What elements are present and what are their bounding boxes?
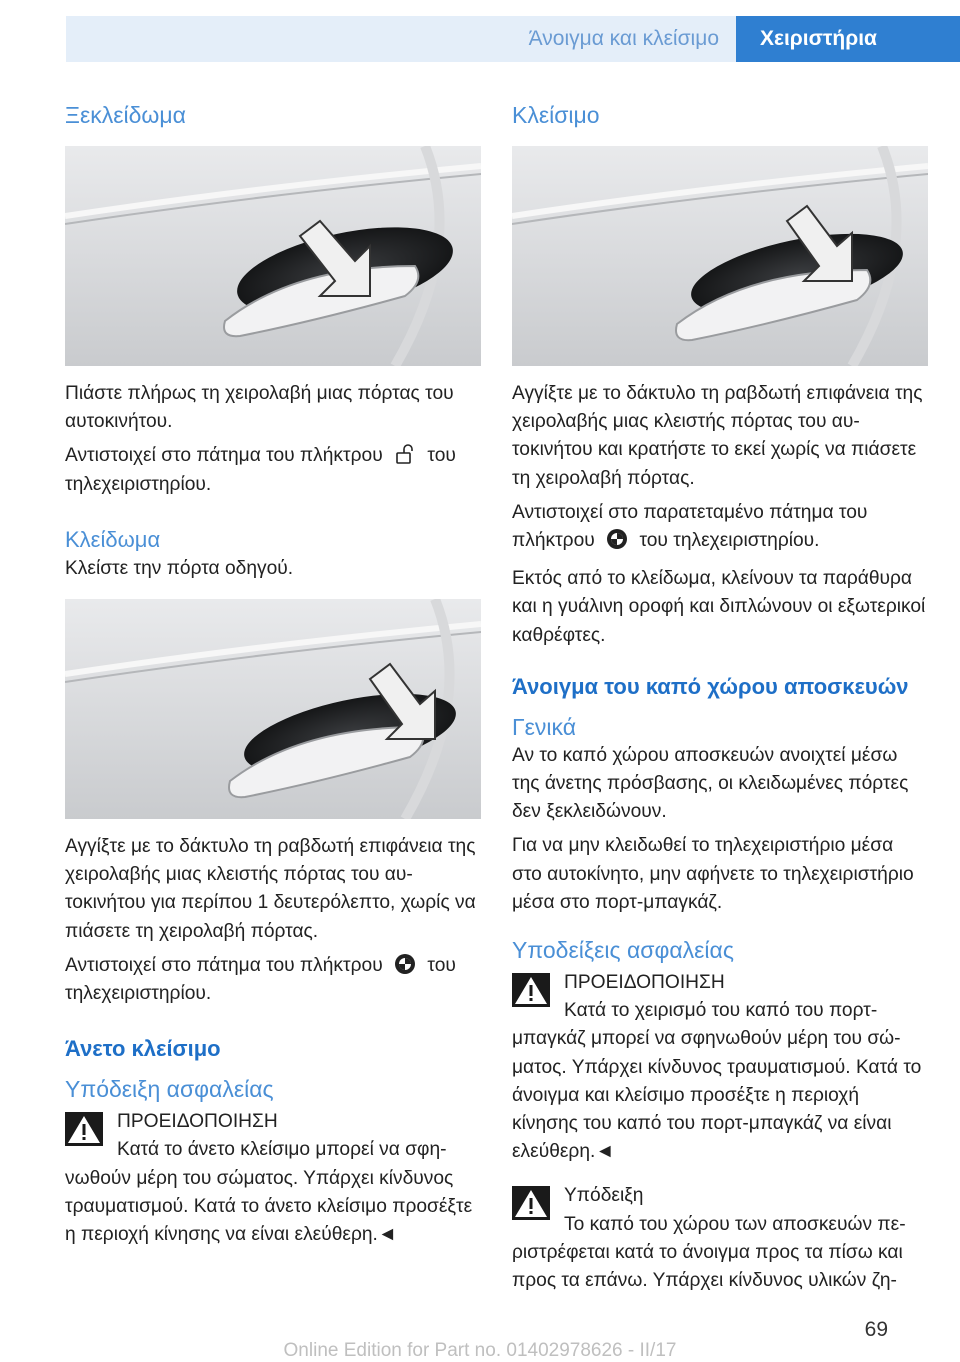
warning-block-1	[512, 969, 928, 1166]
warning-label: ΠΡΟΕΙΔΟΠΟΙΗΣΗ	[564, 972, 725, 994]
close-text-1: Αγγίξτε με το δάκτυλο τη ραβδωτή επιφάνεια της χειρολαβής μιας κλειστής πόρτας του αυτοκινήτου και κρατήστε το εκεί χωρίς να πιάσετε τη χειρολαβή πόρτας.	[512, 383, 923, 489]
general-text-1: Αν το καπό χώρου αποσκευών ανοιχτεί μέσω της άνετης πρόσβασης, οι κλειδωμένες πόρτες δεν ξεκλειδώνουν.	[512, 744, 909, 823]
safety-notes-heading: Υποδείξεις ασφαλείας	[512, 937, 734, 964]
page-number: 69	[864, 1318, 888, 1341]
unlock-text-2: Αντιστοιχεί στο πάτημα του πλήκτρου του τηλεχειριστηρίου.	[65, 445, 456, 495]
unlock-key-icon	[394, 443, 416, 465]
safety-note-heading: Υπόδειξη ασφαλείας	[65, 1076, 274, 1103]
warning-block	[65, 1108, 481, 1249]
door-handle-lock-photo	[65, 599, 481, 819]
warning-triangle-icon	[65, 1112, 103, 1146]
lock-text-2: Αγγίξτε με το δάκτυλο τη ραβδωτή επιφάνεια της χειρολαβής μιας κλειστής πόρτας του αυτοκινήτου για περίπου 1 δευτερόλεπτο, χωρίς να πιάσετε τη χειρολαβή πόρτας.	[65, 836, 476, 942]
note-label: Υπόδειξη	[564, 1185, 644, 1207]
note-text: Το καπό του χώρου των αποσκευών περιστρέφεται κατά το άνοιγμα προς τα πίσω και προς τα επάνω. Υπάρχει κίνδυνος υλικών ζη-	[512, 1213, 906, 1292]
header-chapter-tab: Χειριστήρια	[736, 16, 960, 62]
lock-heading: Κλείδωμα	[65, 526, 161, 552]
door-handle-unlock-photo	[65, 146, 481, 366]
general-heading: Γενικά	[512, 713, 577, 740]
page-header	[66, 16, 960, 62]
warning-label: ΠΡΟΕΙΔΟΠΟΙΗΣΗ	[117, 1111, 278, 1133]
warning-text: Κατά το χειρισμό του καπό του πορτμπαγκάζ μπορεί να σφηνωθούν μέρη του σώματος. Υπάρχει κίνδυνος τραυματισμού. Κατά το άνοιγμα και κλείσιμο προσέξτε η περιοχή κίνησης του καπό του πορτ-μπαγκάζ να είναι ελεύθερη.◄	[512, 1000, 922, 1163]
door-handle-close-photo	[512, 146, 928, 366]
warning-text: Κατά το άνετο κλείσιμο μπορεί να σφηνωθούν μέρη του σώματος. Υπάρχει κίνδυνος τραυματισμού. Κατά το άνετο κλείσιμο προσέξτε η περιοχή κίνησης να είναι ελεύθερη.◄	[65, 1139, 473, 1246]
close-text-2: Αντιστοιχεί στο παρατεταμένο πάτημα του πλήκτρου του τηλεχειριστηρίου.	[512, 501, 868, 552]
trunk-open-heading: Άνοιγμα του καπό χώρου αποσκευών	[512, 673, 909, 699]
lock-text-1: Κλείστε την πόρτα οδηγού.	[65, 557, 294, 579]
bmw-logo-icon	[606, 528, 628, 550]
unlock-heading: Ξεκλείδωμα	[65, 102, 186, 128]
right-column	[512, 100, 928, 1295]
close-heading: Κλείσιμο	[512, 102, 600, 128]
header-section-title: Άνοιγμα και κλείσιμο	[66, 16, 736, 62]
warning-triangle-icon	[512, 973, 550, 1007]
general-text-2: Για να μην κλειδωθεί το τηλεχειριστήριο μέσα στο αυτοκίνητο, μην αφήνετε το τηλεχειριστήριο μέσα στο πορτ-μπαγκάζ.	[512, 835, 914, 913]
bmw-logo-icon	[394, 953, 416, 975]
comfort-close-heading: Άνετο κλείσιμο	[65, 1036, 221, 1062]
note-block	[512, 1182, 928, 1295]
footer-edition: Online Edition for Part no. 01402978626 - II/17	[283, 1340, 677, 1361]
warning-triangle-icon	[512, 1186, 550, 1220]
left-column	[65, 100, 481, 1249]
close-text-3: Εκτός από το κλείδωμα, κλείνουν τα παράθυρα και η γυάλινη οροφή και διπλώνουν οι εξωτερικοί καθρέφτες.	[512, 568, 926, 646]
unlock-text-1: Πιάστε πλήρως τη χειρολαβή μιας πόρτας του αυτοκινήτου.	[65, 383, 454, 433]
lock-text-3: Αντιστοιχεί στο πάτημα του πλήκτρου του τηλεχειριστηρίου.	[65, 954, 456, 1005]
